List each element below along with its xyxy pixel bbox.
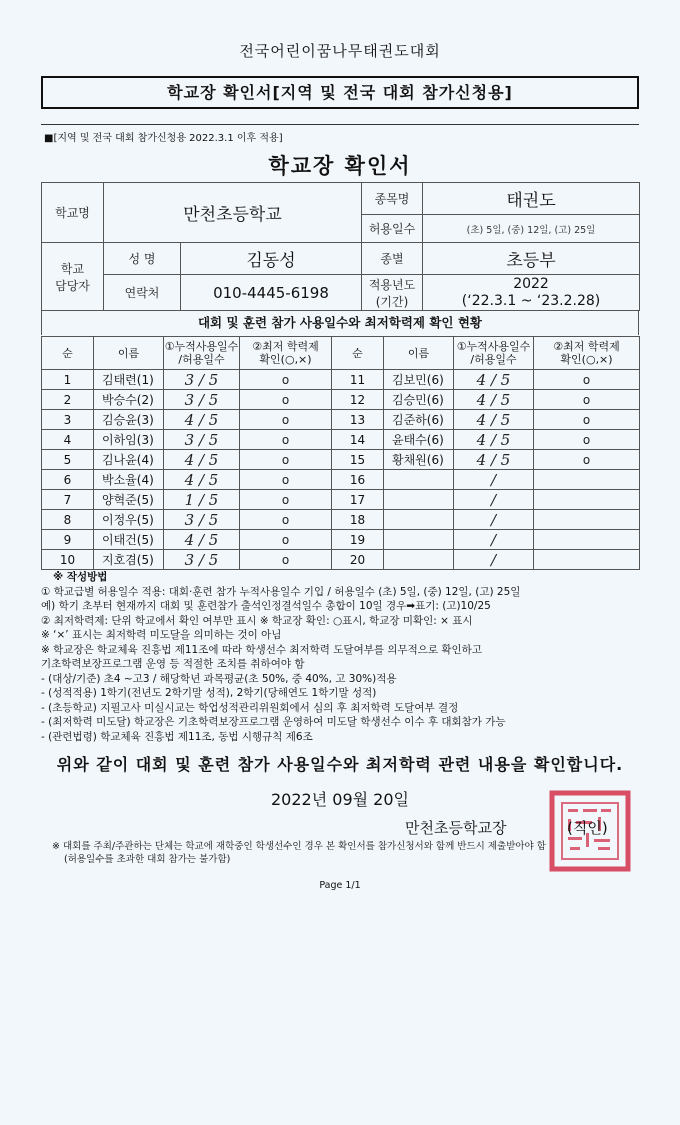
row-no: 8	[42, 510, 94, 530]
student-name: 지호겸(5)	[94, 550, 164, 570]
instruction-line: - (관련법령) 학교체육 진흥법 제11조, 동법 시행규칙 제6조	[41, 730, 313, 743]
academic-check: o	[240, 490, 332, 510]
academic-check: o	[240, 450, 332, 470]
academic-check: o	[534, 450, 640, 470]
student-name: 이정우(5)	[94, 510, 164, 530]
days-used: 4 / 5	[454, 390, 534, 410]
roster-table	[41, 336, 640, 570]
academic-check: o	[534, 410, 640, 430]
col-days-line2: /허용일수	[470, 353, 517, 366]
row-no: 10	[42, 550, 94, 570]
academic-check: o	[534, 430, 640, 450]
academic-check	[534, 530, 640, 550]
instruction-line: ② 최저학력제: 단위 학교에서 확인 여부만 표시 ※ 학교장 확인: ○표시, 학교장 미확인: × 표시	[41, 614, 473, 627]
year-value	[423, 275, 640, 311]
academic-check: o	[240, 510, 332, 530]
days-used: /	[454, 550, 534, 570]
student-name: 김준하(6)	[384, 410, 454, 430]
col-check-line1: ②최저 학력제	[252, 340, 319, 353]
student-name	[384, 530, 454, 550]
table-row	[42, 370, 640, 390]
row-no: 12	[332, 390, 384, 410]
instruction-line: 기초학력보장프로그램 운영 등 적절한 조치를 취하여야 함	[41, 658, 305, 670]
instruction-line: - (성적적용) 1학기(전년도 2학기말 성적), 2학기(당해연도 1학기말 성적)	[41, 687, 377, 699]
footnote-line-1: ※ 대회를 주최/주관하는 단체는 학교에 재학중인 학생선수인 경우 본 확인서를 참가신청서와 함께 반드시 제출받아야 함	[52, 841, 546, 852]
table-row	[42, 450, 640, 470]
col-days	[164, 337, 240, 370]
row-no: 3	[42, 410, 94, 430]
col-days-line1: ①누적사용일수	[456, 340, 531, 353]
days-used: /	[454, 490, 534, 510]
row-no: 2	[42, 390, 94, 410]
instruction-line: - (최저학력 미도달) 학교장은 기초학력보장프로그램 운영하여 미도달 학생선수 이수 후 대회참가 가능	[41, 716, 506, 728]
student-name: 박승수(2)	[94, 390, 164, 410]
year-number: 2022	[513, 275, 549, 292]
row-no: 19	[332, 530, 384, 550]
student-name	[384, 490, 454, 510]
days-used: 4 / 5	[164, 410, 240, 430]
days-used: 3 / 5	[164, 390, 240, 410]
table-row	[42, 530, 640, 550]
col-check-line2: 확인(○,×)	[259, 353, 312, 366]
academic-check: o	[240, 390, 332, 410]
days-used: 1 / 5	[164, 490, 240, 510]
academic-check: o	[240, 470, 332, 490]
table-row	[42, 510, 640, 530]
manager-label-line2: 담당자	[55, 278, 90, 293]
row-no: 18	[332, 510, 384, 530]
footnote	[52, 840, 652, 866]
academic-check: o	[240, 370, 332, 390]
row-no: 20	[332, 550, 384, 570]
year-label-line2: (기간)	[375, 294, 409, 309]
table-row	[42, 410, 640, 430]
academic-check	[534, 490, 640, 510]
student-name: 김승윤(3)	[94, 410, 164, 430]
days-used: 4 / 5	[454, 410, 534, 430]
col-days-line1: ①누적사용일수	[164, 340, 239, 353]
table-row	[42, 430, 640, 450]
form-title: 학교장 확인서[지역 및 전국 대회 참가신청용]	[41, 76, 639, 109]
instruction-line: ※ 학교장은 학교체육 진흥법 제11조에 따라 학생선수 최저학력 도달여부를 의무적으로 확인하고	[41, 643, 482, 656]
days-label: 허용일수	[362, 215, 423, 243]
row-no: 1	[42, 370, 94, 390]
sub-note: ■[지역 및 전국 대회 참가신청용 2022.3.1 이후 적용]	[44, 133, 283, 144]
academic-check	[534, 550, 640, 570]
student-name	[384, 510, 454, 530]
divider	[41, 124, 639, 125]
year-label	[362, 275, 423, 311]
instruction-line: ① 학교급별 허용일수 적용: 대회·훈련 참가 누적사용일수 기입 / 허용일수 (초) 5일, (중) 12일, (고) 25일	[41, 585, 521, 598]
row-no: 15	[332, 450, 384, 470]
col-days	[454, 337, 534, 370]
col-check-line2: 확인(○,×)	[560, 353, 613, 366]
col-no: 순	[332, 337, 384, 370]
page-number: Page 1/1	[319, 880, 361, 891]
table-row	[42, 490, 640, 510]
contact-value: 010-4445-6198	[181, 275, 362, 311]
student-name: 양혁준(5)	[94, 490, 164, 510]
school-name: 만천초등학교	[104, 183, 362, 243]
days-used: 4 / 5	[164, 450, 240, 470]
contact-label: 연락처	[104, 275, 181, 311]
sport-value: 태권도	[423, 183, 640, 215]
academic-check	[534, 510, 640, 530]
days-used: 3 / 5	[164, 370, 240, 390]
student-name	[384, 550, 454, 570]
academic-check: o	[534, 390, 640, 410]
instruction-line: - (초등학교) 지필고사 미실시교는 학업성적관리위원회에서 심의 후 최저학력 도달여부 결정	[41, 701, 459, 714]
year-period: (‘22.3.1 ~ ‘23.2.28)	[461, 292, 601, 309]
col-no: 순	[42, 337, 94, 370]
student-name: 김승민(6)	[384, 390, 454, 410]
manager-name: 김동성	[181, 243, 362, 275]
footnote-line-2: (허용일수를 초과한 대회 참가는 불가함)	[64, 854, 231, 865]
days-used: 4 / 5	[164, 530, 240, 550]
row-no: 14	[332, 430, 384, 450]
seal-label: (직인)	[567, 819, 608, 837]
sport-label: 종목명	[362, 183, 423, 215]
info-table	[41, 182, 640, 311]
table-row	[42, 550, 640, 570]
academic-check: o	[240, 550, 332, 570]
days-used: /	[454, 530, 534, 550]
division-label: 종별	[362, 243, 423, 275]
col-name: 이름	[384, 337, 454, 370]
days-used: 4 / 5	[164, 470, 240, 490]
name-label: 성 명	[104, 243, 181, 275]
school-label: 학교명	[42, 183, 104, 243]
roster-title: 대회 및 훈련 참가 사용일수와 최저학력제 확인 현황	[41, 311, 639, 335]
days-value: (초) 5일, (중) 12일, (고) 25일	[423, 215, 640, 243]
row-no: 17	[332, 490, 384, 510]
writing-instructions	[41, 570, 641, 744]
days-used: 4 / 5	[454, 430, 534, 450]
col-check	[240, 337, 332, 370]
days-used: 3 / 5	[164, 510, 240, 530]
table-row	[42, 470, 640, 490]
col-check-line1: ②최저 학력제	[553, 340, 620, 353]
academic-check: o	[240, 530, 332, 550]
academic-check	[534, 470, 640, 490]
student-name: 이태건(5)	[94, 530, 164, 550]
document-title: 학교장 확인서	[268, 154, 412, 178]
student-name: 이하임(3)	[94, 430, 164, 450]
student-name: 박소율(4)	[94, 470, 164, 490]
academic-check: o	[534, 370, 640, 390]
instruction-line: ※ ‘×’ 표시는 최저학력 미도달을 의미하는 것이 아님	[41, 629, 282, 641]
col-days-line2: /허용일수	[178, 353, 225, 366]
instruction-line: ※ 작성방법	[53, 571, 108, 583]
days-used: 4 / 5	[454, 370, 534, 390]
division-value: 초등부	[423, 243, 640, 275]
issue-date: 2022년 09월 20일	[271, 790, 409, 809]
row-no: 9	[42, 530, 94, 550]
manager-label	[42, 243, 104, 311]
academic-check: o	[240, 410, 332, 430]
days-used: /	[454, 470, 534, 490]
row-no: 5	[42, 450, 94, 470]
student-name: 황채원(6)	[384, 450, 454, 470]
student-name: 김나윤(4)	[94, 450, 164, 470]
principal-signature: 만천초등학교장	[405, 819, 507, 837]
row-no: 6	[42, 470, 94, 490]
row-no: 11	[332, 370, 384, 390]
days-used: 3 / 5	[164, 430, 240, 450]
student-name: 윤태수(6)	[384, 430, 454, 450]
days-used: 3 / 5	[164, 550, 240, 570]
col-check	[534, 337, 640, 370]
manager-label-line1: 학교	[60, 261, 85, 276]
row-no: 13	[332, 410, 384, 430]
confirmation-statement: 위와 같이 대회 및 훈련 참가 사용일수와 최저학력 관련 내용을 확인합니다.	[56, 755, 624, 774]
row-no: 16	[332, 470, 384, 490]
year-label-line1: 적용년도	[368, 277, 416, 292]
student-name: 김보민(6)	[384, 370, 454, 390]
row-no: 7	[42, 490, 94, 510]
table-row	[42, 390, 640, 410]
student-name: 김태련(1)	[94, 370, 164, 390]
days-used: /	[454, 510, 534, 530]
col-name: 이름	[94, 337, 164, 370]
student-name	[384, 470, 454, 490]
instruction-line: 예) 학기 초부터 현재까지 대회 및 훈련참가 출석인정결석일수 총합이 10일 경우➡표기: (고)10/25	[41, 600, 491, 612]
instruction-line: - (대상/기준) 초4 ~고3 / 해당학년 과목평균(초 50%, 중 40%, 고 30%)적용	[41, 672, 397, 685]
days-used: 4 / 5	[454, 450, 534, 470]
event-name: 전국어린이꿈나무태권도대회	[239, 42, 441, 60]
row-no: 4	[42, 430, 94, 450]
academic-check: o	[240, 430, 332, 450]
